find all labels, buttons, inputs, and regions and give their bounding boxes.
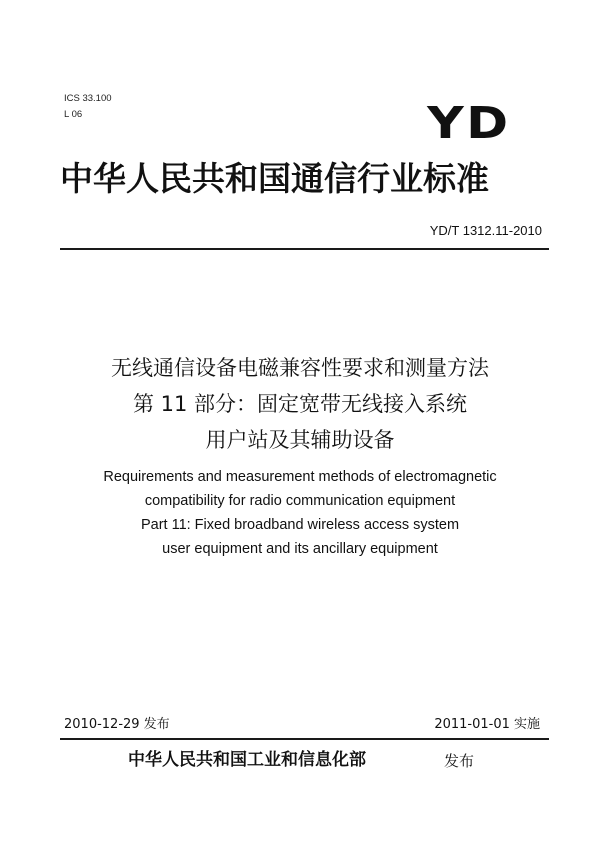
publisher-name: 中华人民共和国工业和信息化部 [128,750,366,770]
publish-label: 发布 [444,752,475,770]
cn-title-line-1: 无线通信设备电磁兼容性要求和测量方法 [111,356,489,380]
cn-title-line-2: 第 11 部分：固定宽带无线接入系统 [132,392,468,416]
standard-title: 中华人民共和国通信行业标准 [60,159,489,198]
standard-number: YD/T 1312.11-2010 [429,223,542,238]
en-title-line-4: user equipment and its ancillary equipment [162,541,438,557]
en-title-line-1: Requirements and measurement methods of electromagnetic [103,469,497,485]
ccs-code: L 06 [64,109,83,120]
ics-code: ICS 33.100 [64,93,112,104]
yd-logo: YD [426,98,510,149]
implementation-date: 2011-01-01 实施 [434,717,540,732]
top-divider [60,248,549,250]
en-title-line-3: Part 11: Fixed broadband wireless access system [140,517,460,533]
en-title-line-2: compatibility for radio communication equipment [144,493,456,509]
issue-date: 2010-12-29 发布 [64,717,170,732]
cn-title-line-3: 用户站及其辅助设备 [205,428,395,452]
bottom-divider [60,738,549,740]
